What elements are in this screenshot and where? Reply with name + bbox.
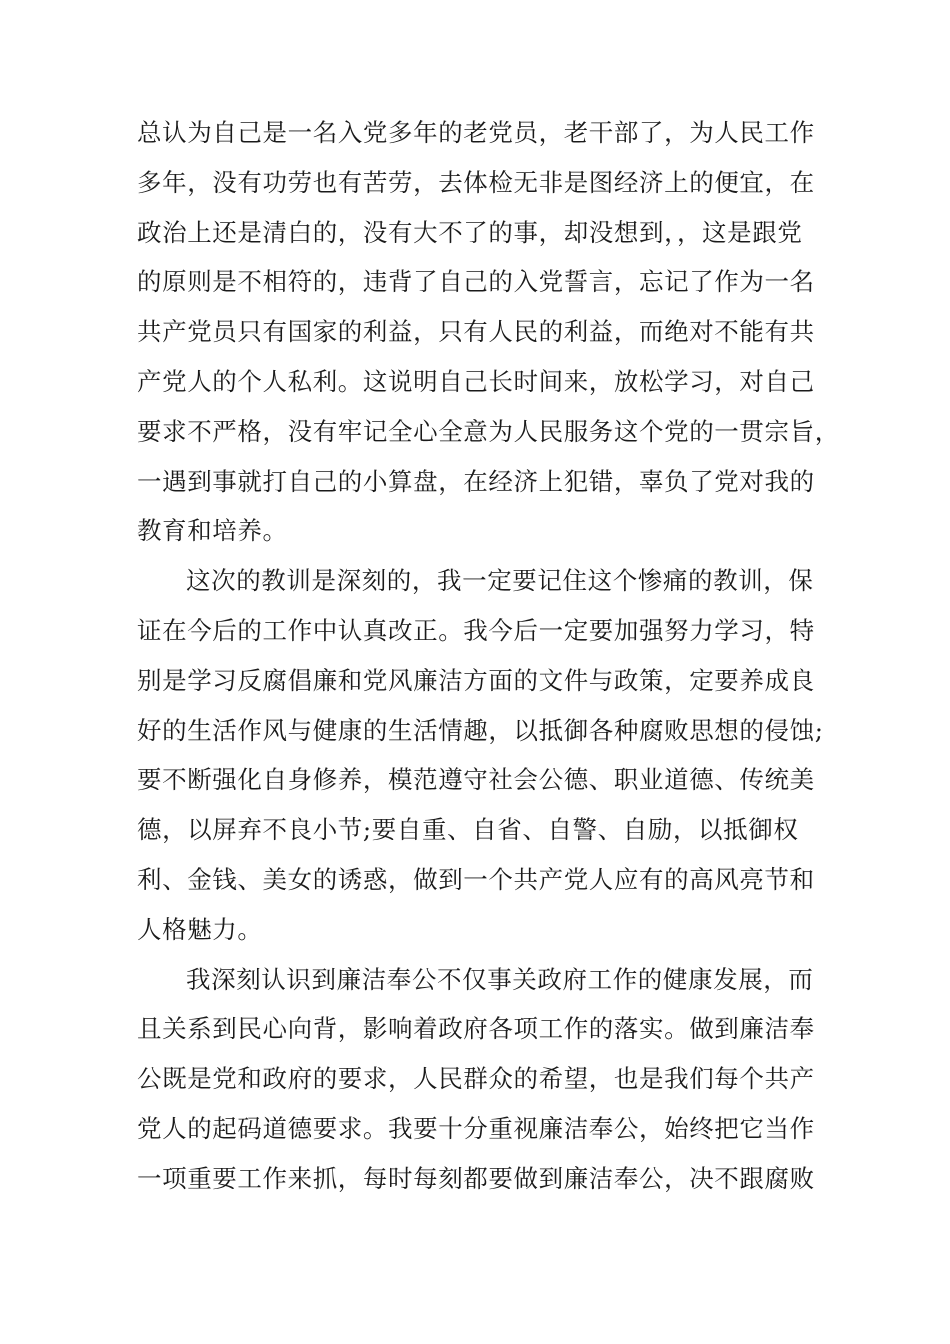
text-line: 要求不严格，没有牢记全心全意为人民服务这个党的一贯宗旨， (137, 416, 840, 446)
text-line: 要不断强化自身修养，模范遵守社会公德、职业道德、传统美 (137, 765, 815, 795)
text-line: 共产党员只有国家的利益，只有人民的利益，而绝对不能有共 (137, 317, 815, 347)
text-line: 德，以屏弃不良小节;要自重、自省、自警、自励，以抵御权 (137, 815, 799, 845)
text-line: 一遇到事就打自己的小算盘，在经济上犯错，辜负了党对我的 (137, 466, 815, 496)
text-line: 总认为自己是一名入党多年的老党员，老干部了，为人民工作 (137, 118, 815, 147)
body-text (137, 108, 840, 1204)
text-line: 的原则是不相符的，违背了自己的入党誓言，忘记了作为一名 (137, 267, 815, 297)
text-line: 证在今后的工作中认真改正。我今后一定要加强努力学习，特 (137, 615, 815, 645)
text-line: 且关系到民心向背，影响着政府各项工作的落实。做到廉洁奉 (137, 1014, 815, 1044)
text-line: 产党人的个人私利。这说明自己长时间来，放松学习，对自己 (137, 366, 815, 396)
text-line: 多年，没有功劳也有苦劳，去体检无非是图经济上的便宜，在 (137, 167, 815, 197)
text-line: 党人的起码道德要求。我要十分重视廉洁奉公，始终把它当作 (137, 1113, 815, 1143)
text-line: 教育和培养。 (137, 516, 288, 546)
text-line: 好的生活作风与健康的生活情趣，以抵御各种腐败思想的侵蚀; (137, 715, 824, 745)
text-line: 一项重要工作来抓，每时每刻都要做到廉洁奉公，决不跟腐败 (137, 1163, 815, 1193)
text-line: 别是学习反腐倡廉和党风廉洁方面的文件与政策，定要养成良 (137, 665, 815, 695)
text-line: 利、金钱、美女的诱惑，做到一个共产党人应有的高风亮节和 (137, 864, 815, 894)
text-line: 公既是党和政府的要求，人民群众的希望，也是我们每个共产 (137, 1064, 815, 1094)
text-line: 政治上还是清白的，没有大不了的事，却没想到，，这是跟党 (137, 217, 803, 247)
paragraph-start-line: 这次的教训是深刻的，我一定要记住这个惨痛的教训，保 (186, 566, 814, 596)
text-line: 人格魅力。 (137, 914, 263, 944)
paragraph-start-line: 我深刻认识到廉洁奉公不仅事关政府工作的健康发展，而 (186, 964, 814, 994)
